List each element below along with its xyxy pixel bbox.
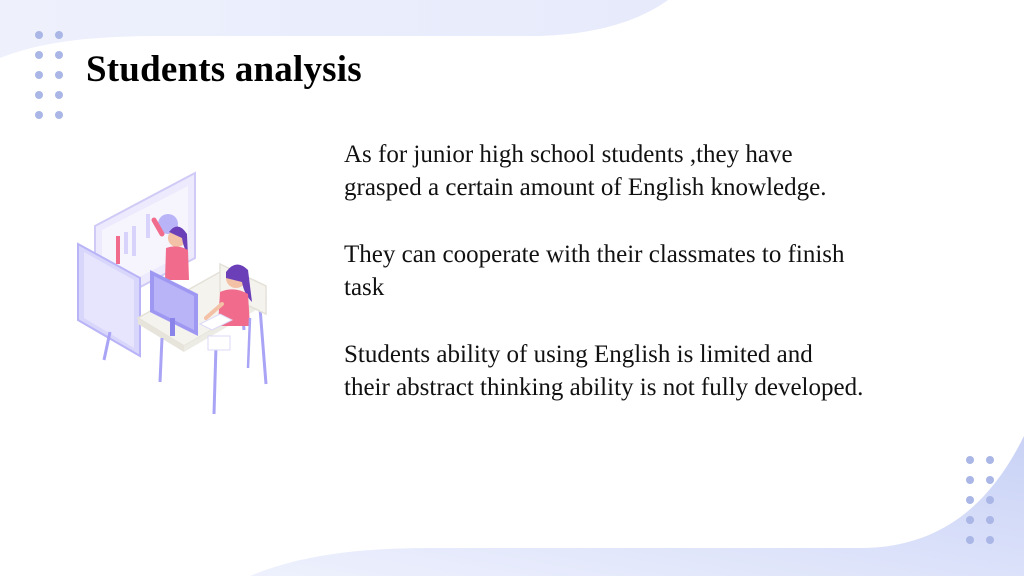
bottom-wave	[250, 436, 1024, 576]
paragraph-line: Students ability of using English is limited and	[344, 341, 813, 368]
paragraph-line: grasped a certain amount of English knowledge.	[344, 174, 827, 201]
paragraph-3	[344, 338, 984, 404]
dot	[986, 456, 994, 464]
dot	[55, 71, 63, 79]
dot	[986, 516, 994, 524]
body-text	[344, 138, 984, 438]
dot	[35, 31, 43, 39]
paragraph-line: As for junior high school students ,they have	[344, 141, 793, 168]
dot-grid-top-left	[35, 31, 63, 119]
dot	[35, 111, 43, 119]
dot	[55, 51, 63, 59]
dot	[966, 476, 974, 484]
dot	[986, 496, 994, 504]
paragraph-line: task	[344, 274, 385, 301]
paragraph-line: They can cooperate with their classmates to finish	[344, 241, 845, 268]
dot	[986, 476, 994, 484]
paragraph-line: their abstract thinking ability is not fully developed.	[344, 374, 864, 401]
slide-title: Students analysis	[86, 49, 362, 90]
dot	[966, 456, 974, 464]
dot	[55, 111, 63, 119]
dot	[55, 31, 63, 39]
students-at-computer-illustration	[70, 168, 280, 418]
dot-grid-bottom-right	[966, 456, 994, 544]
paragraph-1	[344, 138, 984, 204]
dot	[35, 51, 43, 59]
dot	[35, 71, 43, 79]
dot	[55, 91, 63, 99]
dot	[966, 536, 974, 544]
dot	[35, 91, 43, 99]
dot	[966, 516, 974, 524]
dot	[986, 536, 994, 544]
dot	[966, 496, 974, 504]
paragraph-2	[344, 238, 984, 304]
